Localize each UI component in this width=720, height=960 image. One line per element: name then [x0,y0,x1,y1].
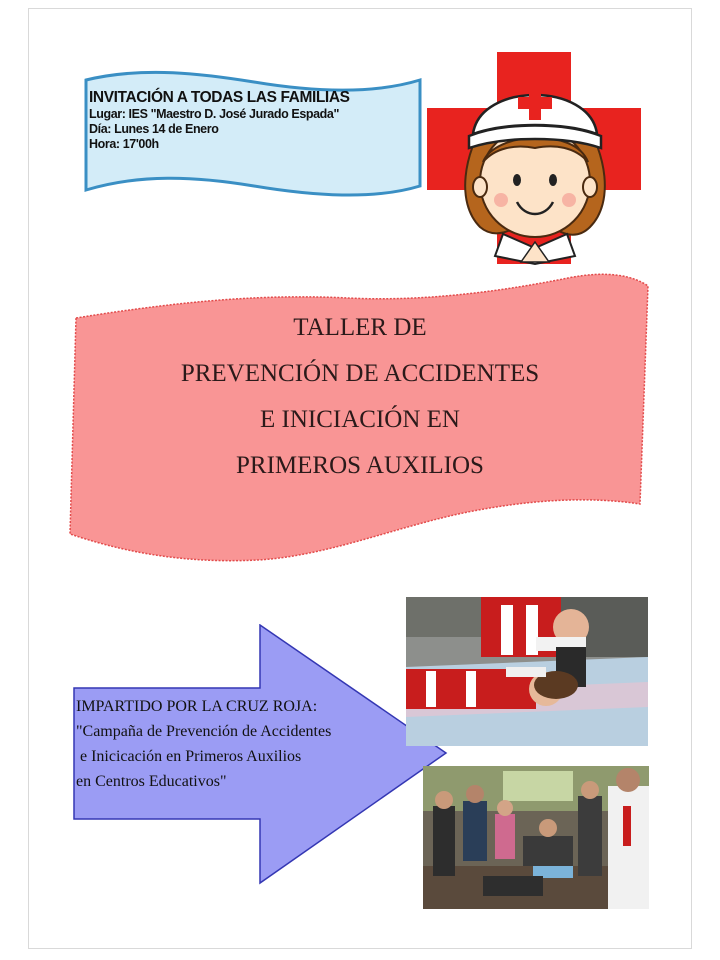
imparted-line-2: "Campaña de Prevención de Accidentes [76,723,332,740]
invitation-place: Lugar: IES "Maestro D. José Jurado Espada" [89,107,339,121]
cpr-training-photo [406,597,648,746]
invitation-text [89,89,424,152]
nurse-icon [425,52,645,266]
workshop-line-2: PREVENCIÓN DE ACCIDENTES [180,360,540,387]
invitation-title: INVITACIÓN A TODAS LAS FAMILIAS [89,89,350,106]
group-class-photo [423,766,649,909]
workshop-title [100,305,620,489]
imparted-line-4: en Centros Educativos" [76,773,227,790]
imparted-line-1: IMPARTIDO POR LA CRUZ ROJA: [76,698,318,715]
workshop-line-1: TALLER DE [293,314,427,341]
imparted-line-3: e Inicicación en Primeros Auxilios [76,748,302,765]
workshop-line-3: E INICIACIÓN EN [260,406,460,433]
invitation-time: Hora: 17'00h [89,137,159,151]
imparted-text [76,694,436,794]
invitation-date: Día: Lunes 14 de Enero [89,122,219,136]
workshop-line-4: PRIMEROS AUXILIOS [236,452,484,479]
